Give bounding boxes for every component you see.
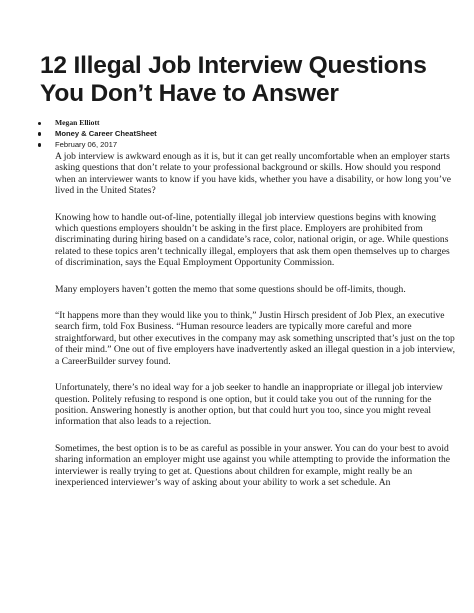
link-careerbuilder-survey[interactable]: CareerBuilder survey <box>61 355 144 367</box>
paragraph-4-text-c: found. <box>143 355 171 367</box>
publication-section: Money & Career CheatSheet <box>36 129 157 140</box>
link-fox-business[interactable]: Fox Business <box>120 321 172 333</box>
paragraph-4 <box>55 310 455 367</box>
paragraph-3-text: Many employers haven’t gotten the memo that some questions should be off-limits, though. <box>55 283 406 295</box>
link-eeoc[interactable]: Equal Employment Opportunity Commission <box>158 257 332 269</box>
paragraph-2-text-c: . <box>331 257 335 269</box>
article-meta-list <box>36 118 157 150</box>
author-name: Megan Elliott <box>36 118 157 129</box>
paragraph-5 <box>55 382 455 428</box>
paragraph-1-text-a: A job interview is awkward enough as it is, but it can get really uncomfortable when an <box>55 151 392 162</box>
paragraph-5-text: Unfortunately, there’s no ideal way for a job seeker to handle an inappropriate or illegal job interview question. Politely refusing to respond is one option, but it could take you out of the running for the position. Answering honestly is another option, but that could hurt you too, since you might reveal information that also leads to a rejection. <box>55 382 443 428</box>
link-employer[interactable]: employer <box>391 151 428 162</box>
paragraph-6-text: Sometimes, the best option is to be as careful as possible in your answer. You can do your best to avoid sharing information an employer might use against you while attempting to provide the information the interviewer is really trying to get at. Questions about children for example, might really be an inexperienced interviewer’s way of asking about your ability to work a set schedule. An <box>55 442 451 488</box>
paragraph-4-text-b: . “Human resource leaders are typically more careful and more straightforward, but other executives in the company may ask something unscripted that’s just on the top of their mind.” One out of five employers have inadvertently asked an illegal question in a job interview, a <box>55 321 455 367</box>
article-body <box>55 151 455 503</box>
paragraph-2-text-a: Knowing how to handle out-of-line, potentially illegal job interview questions begins with knowing which questions employers shouldn’t be asking in the first place. Employers are prohibited from <box>55 211 437 235</box>
paragraph-6 <box>55 443 455 489</box>
link-discriminating-during-hiring[interactable]: discriminating during hiring <box>55 234 163 246</box>
paragraph-2-text-b: based on a candidate’s race, color, national origin, or age. While questions related to these topics aren’t technically illegal, employers that ask them open themselves up to charges of discrimination, says the <box>55 234 450 269</box>
publish-date: February 06, 2017 <box>36 140 157 151</box>
article-title: 12 Illegal Job Interview Questions You Don’t Have to Answer <box>40 52 427 107</box>
paragraph-1-text-b: starts asking questions that don’t relate to your professional background or skills. How should you respond when an interviewer wants to know if you have kids, whether you have a disability, or how long you’ve lived in the United States? <box>55 151 452 197</box>
paragraph-4-text-a: “It happens more than they would like you to think,” Justin Hirsch president of Job Plex, an executive search firm, told <box>55 310 445 333</box>
paragraph-3 <box>55 284 455 295</box>
paragraph-2 <box>55 212 455 269</box>
paragraph-1 <box>55 151 455 197</box>
